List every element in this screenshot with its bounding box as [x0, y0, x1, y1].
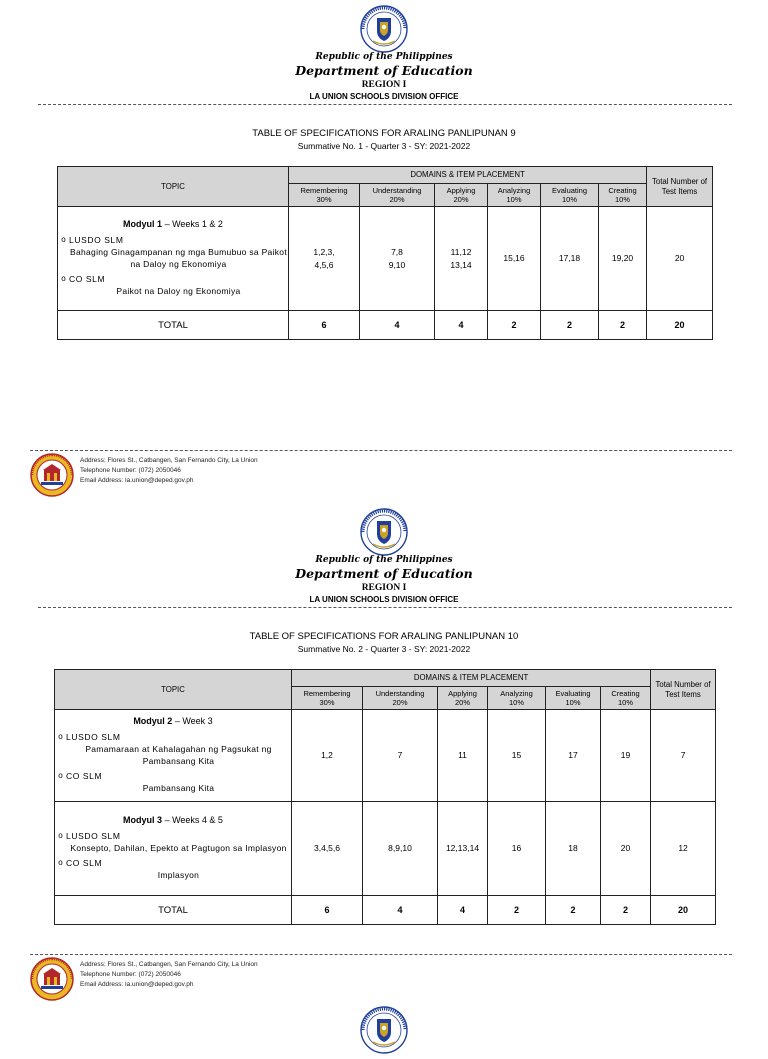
deped-seal-icon — [360, 508, 408, 556]
level-header: Analyzing 10% — [488, 687, 546, 710]
domains-header: DOMAINS & ITEM PLACEMENT — [292, 670, 651, 687]
total-value: 2 — [601, 896, 651, 925]
module-title: Modyul 1 – Weeks 1 & 2 — [123, 218, 223, 229]
total-value: 4 — [360, 311, 435, 340]
total-value: 4 — [435, 311, 488, 340]
topic-cell — [55, 710, 292, 802]
total-value: 2 — [546, 896, 601, 925]
item-cell: 19,20 — [599, 207, 647, 311]
page-2 — [0, 503, 768, 1003]
total-value: 2 — [541, 311, 599, 340]
item-cell: 11 — [438, 710, 488, 802]
deped-seal-icon — [360, 1006, 408, 1054]
bullet-icon: o — [58, 770, 63, 780]
lusdo-description: Bahaging Ginagampanan ng mga Bumubuo sa Paikot na Daloy ng Ekonomiya — [70, 247, 287, 270]
grand-total: 20 — [651, 896, 716, 925]
total-label: TOTAL — [58, 311, 289, 340]
item-cell: 1,2,3, 4,5,6 — [289, 207, 360, 311]
footer-contact — [80, 456, 258, 485]
tos-title: TABLE OF SPECIFICATIONS FOR ARALING PANLIPUNAN 9 — [252, 128, 516, 139]
co-description: Pambansang Kita — [142, 782, 215, 793]
total-label: TOTAL — [55, 896, 292, 925]
footer-telephone: Telephone Number: (072) 2050046 — [80, 466, 181, 474]
level-header: Understanding 20% — [363, 687, 438, 710]
lusdo-description: Konsepto, Dahilan, Epekto at Pagtugon sa Implasyon — [70, 843, 287, 854]
total-value: 6 — [289, 311, 360, 340]
module-title: Modyul 3 – Weeks 4 & 5 — [123, 814, 223, 825]
item-cell: 8,9,10 — [363, 802, 438, 896]
header-divider — [38, 607, 732, 608]
topic-header: TOPIC — [55, 670, 292, 710]
co-label: CO SLM — [69, 273, 106, 284]
topic-cell — [55, 802, 292, 896]
bullet-icon: o — [58, 731, 63, 741]
level-header: Evaluating 10% — [546, 687, 601, 710]
republic-label: Republic of the Philippines — [315, 555, 453, 565]
item-cell: 15 — [488, 710, 546, 802]
footer-email: Email Address: la.union@deped.gov.ph — [80, 476, 194, 484]
footer-address: Address: Flores St., Catbangen, San Fernando City, La Union — [80, 457, 258, 464]
item-cell: 3,4,5,6 — [292, 802, 363, 896]
department-title: Department of Education — [295, 566, 473, 581]
bullet-icon: o — [61, 273, 66, 283]
grand-total: 20 — [647, 311, 713, 340]
level-header: Applying 20% — [435, 184, 488, 207]
footer-divider — [30, 954, 732, 955]
item-cell: 7,8 9,10 — [360, 207, 435, 311]
row-total-cell: 20 — [647, 207, 713, 311]
tos-title: TABLE OF SPECIFICATIONS FOR ARALING PANLIPUNAN 10 — [249, 631, 519, 642]
item-cell: 19 — [601, 710, 651, 802]
level-header: Creating 10% — [601, 687, 651, 710]
domains-header: DOMAINS & ITEM PLACEMENT — [289, 167, 647, 184]
footer-email: Email Address: la.union@deped.gov.ph — [80, 980, 194, 988]
item-cell: 18 — [546, 802, 601, 896]
bullet-icon: o — [58, 830, 63, 840]
bullet-icon: o — [58, 857, 63, 867]
footer-contact — [80, 960, 258, 989]
level-header: Analyzing 10% — [488, 184, 541, 207]
total-value: 2 — [599, 311, 647, 340]
item-cell: 20 — [601, 802, 651, 896]
level-header: Applying 20% — [438, 687, 488, 710]
lusdo-label: LUSDO SLM — [69, 234, 124, 245]
level-header: Remembering 30% — [292, 687, 363, 710]
lusdo-description: Pamamaraan at Kahalagahan ng Pagsukat ng Pambansang Kita — [85, 744, 272, 767]
total-value: 2 — [488, 311, 541, 340]
department-title: Department of Education — [295, 63, 473, 78]
total-value: 4 — [363, 896, 438, 925]
total-value: 2 — [488, 896, 546, 925]
co-label: CO SLM — [66, 857, 103, 868]
topic-header: TOPIC — [58, 167, 289, 207]
tos-table — [54, 669, 716, 925]
level-header: Understanding 20% — [360, 184, 435, 207]
footer-telephone: Telephone Number: (072) 2050046 — [80, 970, 181, 978]
region-label: REGION I — [361, 80, 407, 90]
footer-divider — [30, 450, 732, 451]
item-cell: 17,18 — [541, 207, 599, 311]
header-divider — [38, 104, 732, 105]
module-title: Modyul 2 – Week 3 — [133, 715, 213, 726]
topic-cell — [58, 207, 289, 311]
co-description: Paikot na Daloy ng Ekonomiya — [116, 285, 241, 296]
total-row — [58, 311, 713, 340]
row-total-cell: 12 — [651, 802, 716, 896]
table-row — [58, 207, 713, 311]
division-logo-icon — [30, 957, 74, 1001]
division-logo-icon — [30, 453, 74, 497]
lusdo-label: LUSDO SLM — [66, 830, 121, 841]
co-label: CO SLM — [66, 770, 103, 781]
level-header: Evaluating 10% — [541, 184, 599, 207]
footer-address: Address: Flores St., Catbangen, San Fernando City, La Union — [80, 961, 258, 968]
total-value: 6 — [292, 896, 363, 925]
total-items-header: Total Number of Test Items — [651, 670, 716, 710]
table-row — [55, 802, 716, 896]
tos-table — [57, 166, 713, 340]
office-label: LA UNION SCHOOLS DIVISION OFFICE — [309, 595, 459, 604]
item-cell: 1,2 — [292, 710, 363, 802]
republic-label: Republic of the Philippines — [315, 52, 453, 62]
deped-seal-icon — [360, 5, 408, 53]
item-cell: 7 — [363, 710, 438, 802]
total-row — [55, 896, 716, 925]
lusdo-label: LUSDO SLM — [66, 731, 121, 742]
level-header: Remembering 30% — [289, 184, 360, 207]
office-label: LA UNION SCHOOLS DIVISION OFFICE — [309, 92, 459, 101]
total-items-header: Total Number of Test Items — [647, 167, 713, 207]
tos-subtitle: Summative No. 2 - Quarter 3 - SY: 2021-2022 — [297, 644, 471, 654]
item-cell: 11,12 13,14 — [435, 207, 488, 311]
item-cell: 17 — [546, 710, 601, 802]
item-cell: 12,13,14 — [438, 802, 488, 896]
total-value: 4 — [438, 896, 488, 925]
page-1 — [0, 0, 768, 500]
item-cell: 15,16 — [488, 207, 541, 311]
co-description: Implasyon — [157, 869, 200, 880]
tos-subtitle: Summative No. 1 - Quarter 3 - SY: 2021-2022 — [297, 141, 471, 151]
page-3 — [0, 1006, 768, 1026]
region-label: REGION I — [361, 583, 407, 593]
row-total-cell: 7 — [651, 710, 716, 802]
table-row — [55, 710, 716, 802]
level-header: Creating 10% — [599, 184, 647, 207]
bullet-icon: o — [61, 234, 66, 244]
item-cell: 16 — [488, 802, 546, 896]
